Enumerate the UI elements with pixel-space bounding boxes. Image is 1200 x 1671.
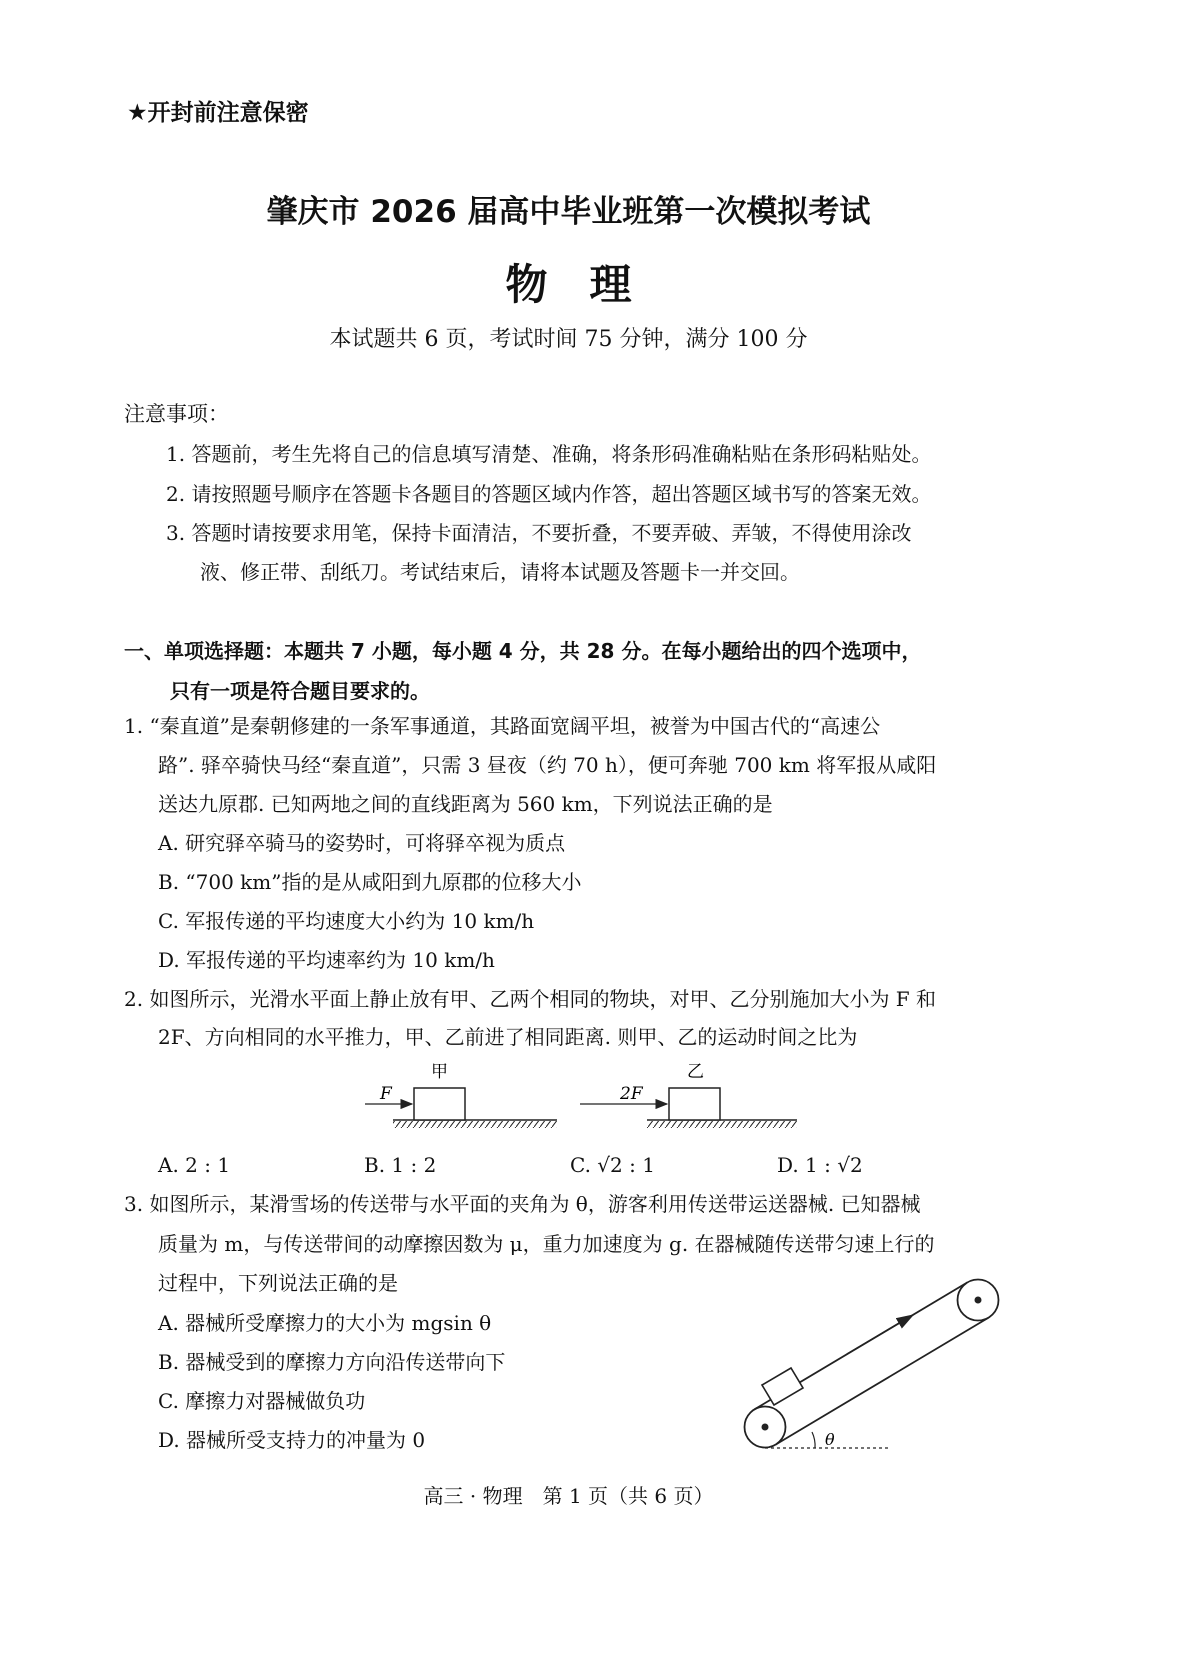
equipment-block bbox=[762, 1368, 803, 1405]
notice-item: 2. 请按照题号顺序在答题卡各题目的答题区域内作答，超出答题区域书写的答案无效。 bbox=[166, 482, 932, 506]
question-3-option-c: C. 摩擦力对器械做负功 bbox=[158, 1389, 366, 1413]
confidential-notice: ★开封前注意保密 bbox=[127, 100, 309, 126]
question-2-option-d: D. 1 : √2 bbox=[777, 1153, 863, 1177]
question-3-text: 3. 如图所示，某滑雪场的传送带与水平面的夹角为 θ，游客利用传送带运送器械. 已知器械 bbox=[124, 1192, 921, 1216]
question-2-text: 2. 如图所示，光滑水平面上静止放有甲、乙两个相同的物块，对甲、乙分别施加大小为 F 和 bbox=[124, 987, 937, 1011]
notice-item: 3. 答题时请按要求用笔，保持卡面清洁，不要折叠，不要弄破、弄皱，不得使用涂改 bbox=[166, 521, 912, 545]
lower-pulley-axle bbox=[762, 1424, 769, 1431]
question-1-option-a: A. 研究驿卒骑马的姿势时，可将驿卒视为质点 bbox=[158, 831, 566, 855]
ground-hatch bbox=[647, 1121, 797, 1128]
belt-direction-arrow bbox=[847, 1315, 913, 1354]
question-2-option-a: A. 2 : 1 bbox=[158, 1153, 231, 1177]
force-label-2f: 2F bbox=[620, 1084, 643, 1104]
block-label-jia: 甲 bbox=[431, 1062, 448, 1082]
question-3-option-a: A. 器械所受摩擦力的大小为 mgsin θ bbox=[158, 1311, 492, 1335]
question-1-option-b: B. “700 km”指的是从咸阳到九原郡的位移大小 bbox=[158, 870, 582, 894]
question-1-option-c: C. 军报传递的平均速度大小约为 10 km/h bbox=[158, 909, 535, 933]
exam-info: 本试题共 6 页，考试时间 75 分钟，满分 100 分 bbox=[329, 327, 808, 352]
question-2-text: 2F、方向相同的水平推力，甲、乙前进了相同距离. 则甲、乙的运动时间之比为 bbox=[158, 1025, 858, 1049]
question-3-option-b: B. 器械受到的摩擦力方向沿传送带向下 bbox=[158, 1350, 506, 1374]
section-heading: 一、单项选择题：本题共 7 小题，每小题 4 分，共 28 分。在每小题给出的四个选项中， bbox=[124, 639, 922, 663]
question-1-option-d: D. 军报传递的平均速率约为 10 km/h bbox=[158, 948, 495, 972]
question-2-option-c: C. √2 : 1 bbox=[570, 1153, 655, 1177]
question-3-text: 过程中，下列说法正确的是 bbox=[158, 1271, 398, 1295]
page-footer: 高三 · 物理 第 1 页（共 6 页） bbox=[423, 1484, 714, 1508]
notice-item-continued: 液、修正带、刮纸刀。考试结束后，请将本试题及答题卡一并交回。 bbox=[200, 560, 800, 584]
question-2-option-b: B. 1 : 2 bbox=[364, 1153, 437, 1177]
belt-bottom bbox=[776, 1318, 989, 1445]
question-1-text: 送达九原郡. 已知两地之间的直线距离为 560 km，下列说法正确的是 bbox=[158, 792, 773, 816]
block-jia bbox=[414, 1088, 465, 1120]
question-1-text: 路”. 驿卒骑快马经“秦直道”，只需 3 昼夜（约 70 h），便可奔驰 700 km 将军报从咸阳 bbox=[158, 753, 937, 777]
conveyor-belt-figure bbox=[735, 1260, 1025, 1460]
question-3-option-d: D. 器械所受支持力的冲量为 0 bbox=[158, 1428, 426, 1452]
force-label-f: F bbox=[380, 1084, 392, 1104]
angle-arc bbox=[812, 1432, 815, 1448]
block-yi bbox=[669, 1088, 720, 1120]
notice-item: 1. 答题前，考生先将自己的信息填写清楚、准确，将条形码准确粘贴在条形码粘贴处。 bbox=[166, 442, 932, 466]
subject-title: 物 理 bbox=[505, 260, 632, 309]
question-2-figure bbox=[360, 1055, 820, 1135]
question-3-text: 质量为 m，与传送带间的动摩擦因数为 μ，重力加速度为 g. 在器械随传送带匀速上行的 bbox=[158, 1232, 935, 1256]
notice-title: 注意事项： bbox=[124, 402, 229, 426]
ground-hatch bbox=[393, 1121, 557, 1128]
section-heading-continued: 只有一项是符合题目要求的。 bbox=[170, 679, 430, 703]
question-1-text: 1. “秦直道”是秦朝修建的一条军事通道，其路面宽阔平坦，被誉为中国古代的“高速公 bbox=[124, 714, 881, 738]
block-label-yi: 乙 bbox=[687, 1062, 704, 1082]
angle-label: θ bbox=[825, 1430, 835, 1449]
exam-title: 肇庆市 2026 届高中毕业班第一次模拟考试 bbox=[266, 194, 871, 230]
upper-pulley-axle bbox=[975, 1297, 982, 1304]
